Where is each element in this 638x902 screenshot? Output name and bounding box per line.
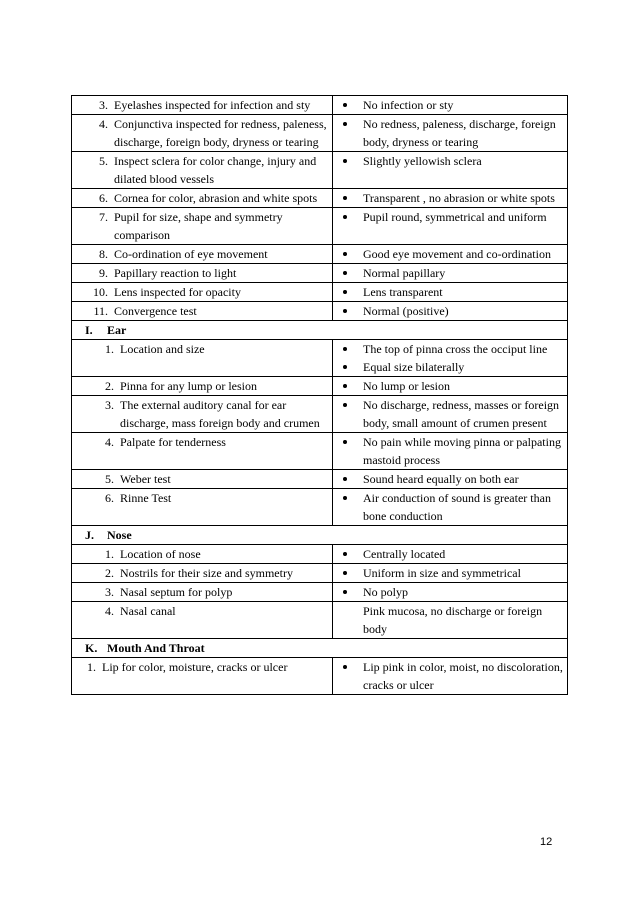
result-list xyxy=(333,377,567,395)
result-item: Pupil round, symmetrical and uniform xyxy=(363,208,567,226)
result-item: Slightly yellowish sclera xyxy=(363,152,567,170)
finding-cell xyxy=(72,602,333,639)
finding xyxy=(72,489,332,507)
finding xyxy=(72,658,332,676)
table-row xyxy=(72,489,568,526)
result-list xyxy=(333,396,567,432)
table-row xyxy=(72,602,568,639)
finding xyxy=(72,377,332,395)
finding-text: Pupil for size, shape and symmetry comparison xyxy=(114,210,283,242)
result-list xyxy=(333,245,567,263)
table-row xyxy=(72,152,568,189)
finding-number: 3. xyxy=(99,98,108,112)
finding-cell xyxy=(72,470,333,489)
result-cell xyxy=(333,96,568,115)
finding xyxy=(72,340,332,358)
table-row xyxy=(72,545,568,564)
finding xyxy=(72,283,332,301)
finding-number: 5. xyxy=(99,154,108,168)
finding-text: The external auditory canal for ear discharge, mass foreign body and crumen xyxy=(120,398,320,430)
result-cell xyxy=(333,245,568,264)
finding-text: Cornea for color, abrasion and white spots xyxy=(114,191,318,205)
result-item: Good eye movement and co-ordination xyxy=(363,245,567,263)
finding-cell xyxy=(72,433,333,470)
result-cell xyxy=(333,470,568,489)
table-row xyxy=(72,564,568,583)
finding-cell xyxy=(72,245,333,264)
finding-cell xyxy=(72,208,333,245)
finding-text: Nasal canal xyxy=(120,604,176,618)
result-item: Sound heard equally on both ear xyxy=(363,470,567,488)
assessment-table xyxy=(71,95,568,695)
finding xyxy=(72,96,332,114)
section-label: K. xyxy=(85,641,98,655)
finding-number: 6. xyxy=(105,491,114,505)
finding-cell xyxy=(72,152,333,189)
result-cell xyxy=(333,489,568,526)
result-item: Equal size bilaterally xyxy=(363,358,567,376)
result-cell xyxy=(333,545,568,564)
section-heading xyxy=(72,639,567,657)
finding-text: Rinne Test xyxy=(120,491,172,505)
result-cell xyxy=(333,433,568,470)
result-item: Normal (positive) xyxy=(363,302,567,320)
result-cell xyxy=(333,564,568,583)
finding-number: 9. xyxy=(99,266,108,280)
result-cell xyxy=(333,583,568,602)
finding-number: 4. xyxy=(105,604,114,618)
result-item: No lump or lesion xyxy=(363,377,567,395)
section-title: Nose xyxy=(107,528,132,542)
finding-number: 2. xyxy=(105,379,114,393)
finding-cell xyxy=(72,564,333,583)
result-list xyxy=(333,208,567,226)
section-heading xyxy=(72,321,567,339)
finding xyxy=(72,152,332,188)
finding xyxy=(72,583,332,601)
finding-number: 4. xyxy=(105,435,114,449)
finding xyxy=(72,396,332,432)
section-title: Mouth And Throat xyxy=(107,641,205,655)
finding-text: Eyelashes inspected for infection and sty xyxy=(114,98,311,112)
finding-number: 1. xyxy=(87,660,96,674)
finding-cell xyxy=(72,96,333,115)
result-item: Lens transparent xyxy=(363,283,567,301)
result-list xyxy=(333,470,567,488)
finding xyxy=(72,115,332,151)
finding xyxy=(72,433,332,451)
section-header-row xyxy=(72,639,568,658)
finding-cell xyxy=(72,283,333,302)
result-list xyxy=(333,658,567,694)
result-text: Pink mucosa, no discharge or foreign body xyxy=(363,604,543,636)
table-row xyxy=(72,189,568,208)
result-item: Transparent , no abrasion or white spots xyxy=(363,189,567,207)
table-row xyxy=(72,583,568,602)
finding-cell xyxy=(72,189,333,208)
finding-text: Weber test xyxy=(120,472,171,486)
finding-text: Palpate for tenderness xyxy=(120,435,226,449)
finding xyxy=(72,264,332,282)
finding-number: 3. xyxy=(105,585,114,599)
finding-text: Papillary reaction to light xyxy=(114,266,237,280)
table-row xyxy=(72,340,568,377)
result-list xyxy=(333,96,567,114)
result-item: Lip pink in color, moist, no discoloration, cracks or ulcer xyxy=(363,658,567,694)
finding-number: 11. xyxy=(93,304,108,318)
result-list xyxy=(333,340,567,376)
finding-number: 2. xyxy=(105,566,114,580)
result-list xyxy=(333,564,567,582)
result-cell xyxy=(333,377,568,396)
finding-number: 3. xyxy=(105,398,114,412)
result-cell xyxy=(333,264,568,283)
result-list xyxy=(333,115,567,151)
finding xyxy=(72,302,332,320)
table-row xyxy=(72,264,568,283)
result-list xyxy=(333,433,567,469)
finding-text: Conjunctiva inspected for redness, paleness, discharge, foreign body, dryness or tearing xyxy=(114,117,327,149)
table-row xyxy=(72,302,568,321)
finding-text: Lip for color, moisture, cracks or ulcer xyxy=(102,660,288,674)
finding-text: Lens inspected for opacity xyxy=(114,285,241,299)
result-cell xyxy=(333,283,568,302)
result-cell xyxy=(333,340,568,377)
finding-number: 4. xyxy=(99,117,108,131)
finding-cell xyxy=(72,264,333,283)
table-row xyxy=(72,115,568,152)
result-item: Air conduction of sound is greater than bone conduction xyxy=(363,489,567,525)
section-header-cell xyxy=(72,321,568,340)
result-list xyxy=(333,302,567,320)
finding-cell xyxy=(72,583,333,602)
section-label: I. xyxy=(85,323,93,337)
finding-text: Co-ordination of eye movement xyxy=(114,247,268,261)
result-cell xyxy=(333,152,568,189)
result-list xyxy=(333,152,567,170)
finding-text: Inspect sclera for color change, injury and dilated blood vessels xyxy=(114,154,317,186)
result-cell xyxy=(333,396,568,433)
section-header-row xyxy=(72,321,568,340)
table-row xyxy=(72,658,568,695)
section-header-row xyxy=(72,526,568,545)
finding xyxy=(72,208,332,244)
result-list xyxy=(333,283,567,301)
finding-cell xyxy=(72,115,333,152)
finding-number: 5. xyxy=(105,472,114,486)
section-header-cell xyxy=(72,526,568,545)
finding xyxy=(72,245,332,263)
finding-text: Location and size xyxy=(120,342,205,356)
section-heading xyxy=(72,526,567,544)
result-list xyxy=(333,545,567,563)
table-row xyxy=(72,283,568,302)
result-cell xyxy=(333,658,568,695)
finding-text: Nasal septum for polyp xyxy=(120,585,233,599)
result-cell xyxy=(333,189,568,208)
result-item: The top of pinna cross the occiput line xyxy=(363,340,567,358)
finding-cell xyxy=(72,658,333,695)
table-row xyxy=(72,377,568,396)
finding-cell xyxy=(72,302,333,321)
result-list xyxy=(333,189,567,207)
finding-text: Location of nose xyxy=(120,547,201,561)
finding-number: 7. xyxy=(99,210,108,224)
finding xyxy=(72,602,332,620)
finding-cell xyxy=(72,396,333,433)
finding-cell xyxy=(72,545,333,564)
finding xyxy=(72,189,332,207)
finding-text: Convergence test xyxy=(114,304,197,318)
section-title: Ear xyxy=(107,323,127,337)
finding-text: Nostrils for their size and symmetry xyxy=(120,566,293,580)
result-cell xyxy=(333,208,568,245)
result-list xyxy=(333,583,567,601)
result-item: Uniform in size and symmetrical xyxy=(363,564,567,582)
result-cell xyxy=(333,302,568,321)
finding xyxy=(72,470,332,488)
result-cell xyxy=(333,115,568,152)
finding xyxy=(72,564,332,582)
result-item: No redness, paleness, discharge, foreign body, dryness or tearing xyxy=(363,115,567,151)
result-item: Normal papillary xyxy=(363,264,567,282)
finding-number: 6. xyxy=(99,191,108,205)
finding-cell xyxy=(72,377,333,396)
finding-number: 1. xyxy=(105,342,114,356)
result-list xyxy=(333,489,567,525)
section-label: J. xyxy=(85,528,94,542)
table-row xyxy=(72,470,568,489)
table-row xyxy=(72,396,568,433)
finding-number: 1. xyxy=(105,547,114,561)
result-cell xyxy=(333,602,568,639)
finding-text: Pinna for any lump or lesion xyxy=(120,379,257,393)
assessment-table-body xyxy=(72,96,568,695)
finding-cell xyxy=(72,340,333,377)
finding xyxy=(72,545,332,563)
table-row xyxy=(72,245,568,264)
section-header-cell xyxy=(72,639,568,658)
table-row xyxy=(72,208,568,245)
table-row xyxy=(72,96,568,115)
result-list xyxy=(333,264,567,282)
finding-cell xyxy=(72,489,333,526)
result-item: No infection or sty xyxy=(363,96,567,114)
finding-number: 8. xyxy=(99,247,108,261)
result-item: No discharge, redness, masses or foreign body, small amount of crumen present xyxy=(363,396,567,432)
finding-number: 10. xyxy=(93,285,108,299)
result-item: Centrally located xyxy=(363,545,567,563)
result-item: No polyp xyxy=(363,583,567,601)
page-number: 12 xyxy=(540,836,553,848)
result-item: No pain while moving pinna or palpating mastoid process xyxy=(363,433,567,469)
table-row xyxy=(72,433,568,470)
